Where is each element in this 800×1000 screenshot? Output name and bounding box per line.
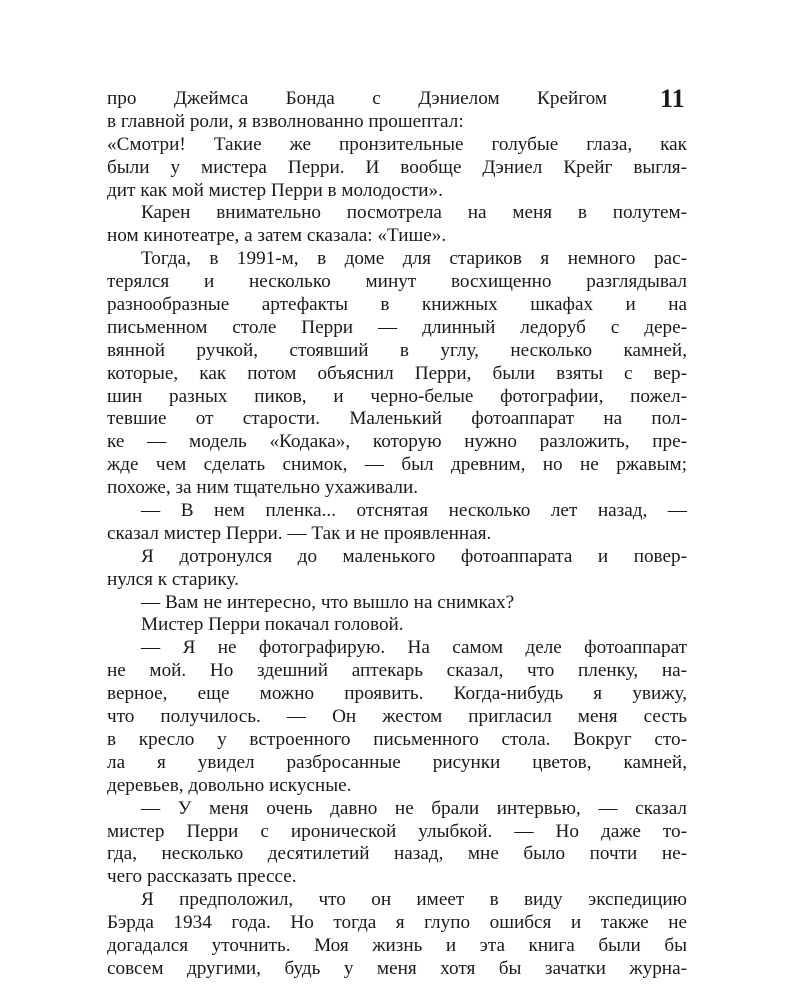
text-line: гда, несколько десятилетий назад, мне было почти не- — [107, 843, 687, 865]
text-line: «Смотри! Такие же пронзительные голубые глаза, как — [107, 133, 687, 155]
text-line: похоже, за ним тщательно ухаживали. — [107, 477, 419, 499]
text-line: Тогда, в 1991-м, в доме для стариков я немного рас- — [141, 248, 687, 270]
text-line: жде чем сделать снимок, — был древним, но не ржавым; — [107, 454, 687, 476]
page-number: 11 — [660, 84, 685, 113]
text-line: сказал мистер Перри. — Так и не проявленная. — [107, 522, 492, 544]
text-line: — У меня очень давно не брали интервью, — сказал — [141, 797, 687, 819]
text-line: которые, как потом объяснил Перри, были взяты с вер- — [107, 362, 687, 384]
text-line: — В нем пленка... отснятая несколько лет назад, — — [141, 500, 687, 522]
text-line: шин разных пиков, и черно-белые фотографии, пожел- — [107, 385, 687, 407]
text-line: ном кинотеатре, а затем сказала: «Тише». — [107, 225, 447, 247]
text-line: — Вам не интересно, что вышло на снимках? — [141, 591, 515, 613]
text-line: про Джеймса Бонда с Дэниелом Крейгом — [107, 88, 607, 109]
text-line: в кресло у встроенного письменного стола. Вокруг сто- — [107, 728, 687, 750]
text-line: дит как мой мистер Перри в молодости». — [107, 179, 443, 201]
text-line: письменном столе Перри — длинный ледоруб с дере- — [107, 316, 687, 338]
text-line: совсем другими, будь у меня хотя бы зачатки журна- — [107, 957, 687, 979]
text-line: ке — модель «Кодака», которую нужно разложить, пре- — [107, 431, 687, 453]
text-line: что получилось. — Он жестом пригласил меня сесть — [107, 706, 687, 728]
text-line: Мистер Перри покачал головой. — [141, 614, 404, 636]
text-line: Карен внимательно посмотрела на меня в полутем- — [141, 202, 687, 224]
text-line: ла я увидел разбросанные рисунки цветов, камней, — [107, 751, 687, 773]
text-line: терялся и несколько минут восхищенно разглядывал — [107, 271, 687, 293]
text-line: Я предположил, что он имеет в виду экспедицию — [141, 889, 687, 911]
text-line: мистер Перри с иронической улыбкой. — Но даже то- — [107, 820, 687, 842]
text-line: — Я не фотографирую. На самом деле фотоаппарат — [141, 637, 687, 659]
text-line: в главной роли, я взволнованно прошептал: — [107, 110, 464, 132]
text-line: Бэрда 1934 года. Но тогда я глупо ошибся и также не — [107, 912, 687, 934]
text-line: вянной ручкой, стоявший в углу, несколько камней, — [107, 339, 687, 361]
text-line: догадался уточнить. Моя жизнь и эта книга были бы — [107, 934, 687, 956]
text-line: деревьев, довольно искусные. — [107, 774, 352, 796]
body-text — [107, 84, 687, 981]
text-line: верное, еще можно проявить. Когда-нибудь я увижу, — [107, 683, 687, 705]
text-line: нулся к старику. — [107, 568, 239, 590]
text-line: были у мистера Перри. И вообще Дэниел Крейг выгля- — [107, 156, 687, 178]
text-line: Я дотронулся до маленького фотоаппарата и повер- — [141, 545, 687, 567]
text-line: чего рассказать прессе. — [107, 866, 297, 888]
text-line: тевшие от старости. Маленький фотоаппарат на пол- — [107, 408, 687, 430]
text-line: не мой. Но здешний аптекарь сказал, что пленку, на- — [107, 660, 687, 682]
text-line: разнообразные артефакты в книжных шкафах и на — [107, 294, 687, 316]
